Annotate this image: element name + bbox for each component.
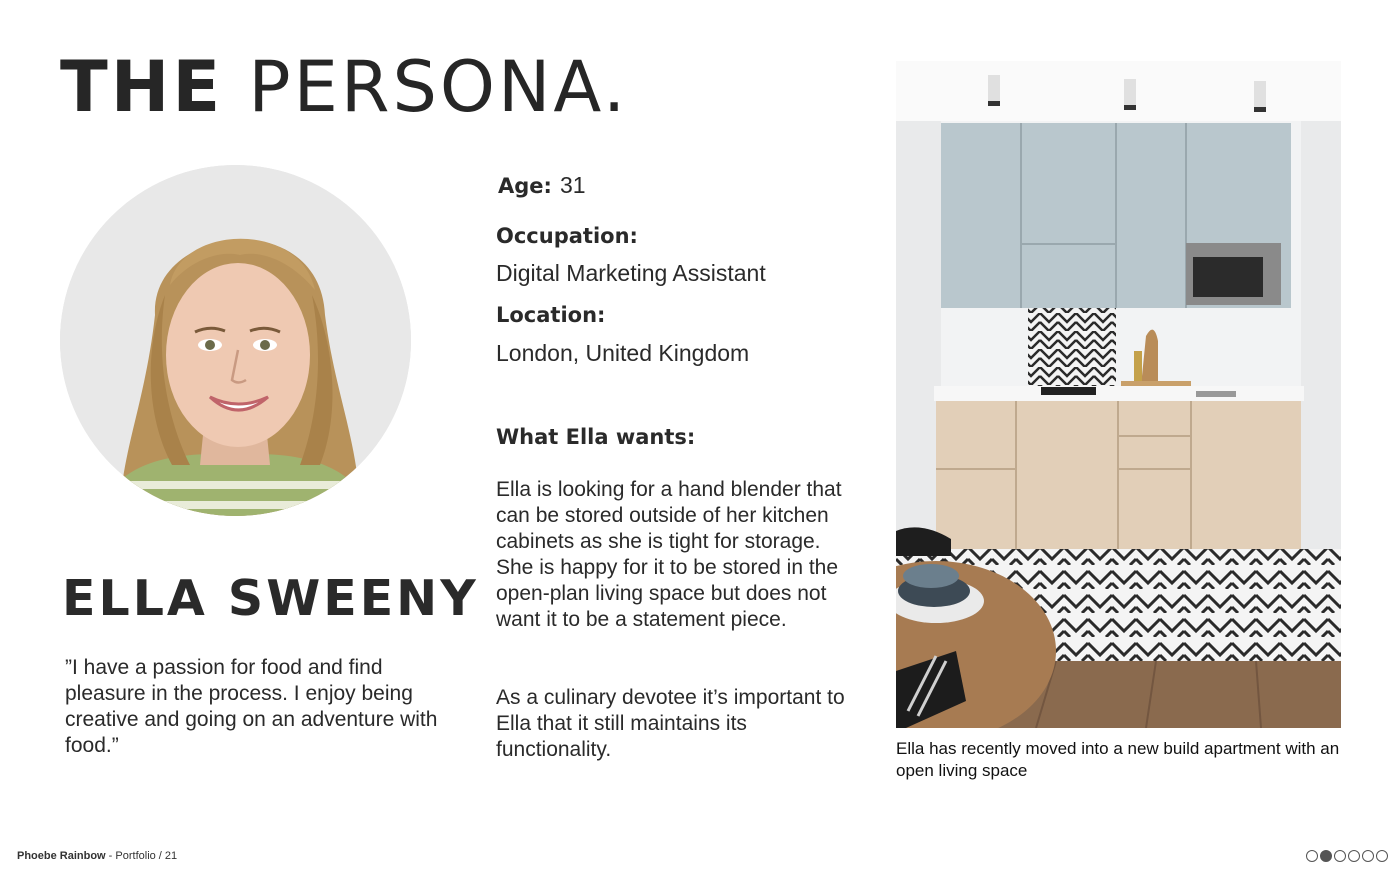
page-title-rest: PERSONA. xyxy=(223,46,629,128)
page-title xyxy=(60,46,629,128)
kitchen-photo xyxy=(896,61,1341,728)
persona-name: ELLA SWEENY xyxy=(62,570,479,627)
footer-author: Phoebe Rainbow xyxy=(17,850,106,862)
occupation-label: Occupation: xyxy=(496,224,638,248)
pagination-dot xyxy=(1306,850,1318,862)
persona-portrait xyxy=(60,165,411,516)
pagination-dot xyxy=(1334,850,1346,862)
age-value: 31 xyxy=(559,172,586,198)
age-row xyxy=(498,172,878,199)
occupation-value: Digital Marketing Assistant xyxy=(496,260,766,286)
pagination-dot xyxy=(1348,850,1360,862)
pagination-dot xyxy=(1362,850,1374,862)
wants-paragraph-1: Ella is looking for a hand blender that can be stored outside of her kitchen cabinets as she is tight for storage. She is happy for it to be stored in the open-plan living space but does not want it to be a statement piece. xyxy=(496,478,842,631)
footer-page-info: - Portfolio / 21 xyxy=(105,850,178,862)
page-title-bold: THE xyxy=(60,46,224,128)
photo-caption: Ella has recently moved into a new build apartment with an open living space xyxy=(896,739,1340,780)
location-value: London, United Kingdom xyxy=(496,340,750,366)
location-label: Location: xyxy=(496,303,606,327)
footer xyxy=(17,850,177,862)
pagination-dot xyxy=(1376,850,1388,862)
age-label: Age: xyxy=(498,174,552,198)
pagination-dots xyxy=(1306,850,1388,862)
persona-quote: ”I have a passion for food and find pleasure in the process. I enjoy being creative and going on an adventure with food.” xyxy=(65,656,438,757)
wants-paragraph-2: As a culinary devotee it’s important to Ella that it still maintains its functionality. xyxy=(496,686,845,761)
pagination-dot xyxy=(1320,850,1332,862)
wants-label: What Ella wants: xyxy=(496,425,696,449)
